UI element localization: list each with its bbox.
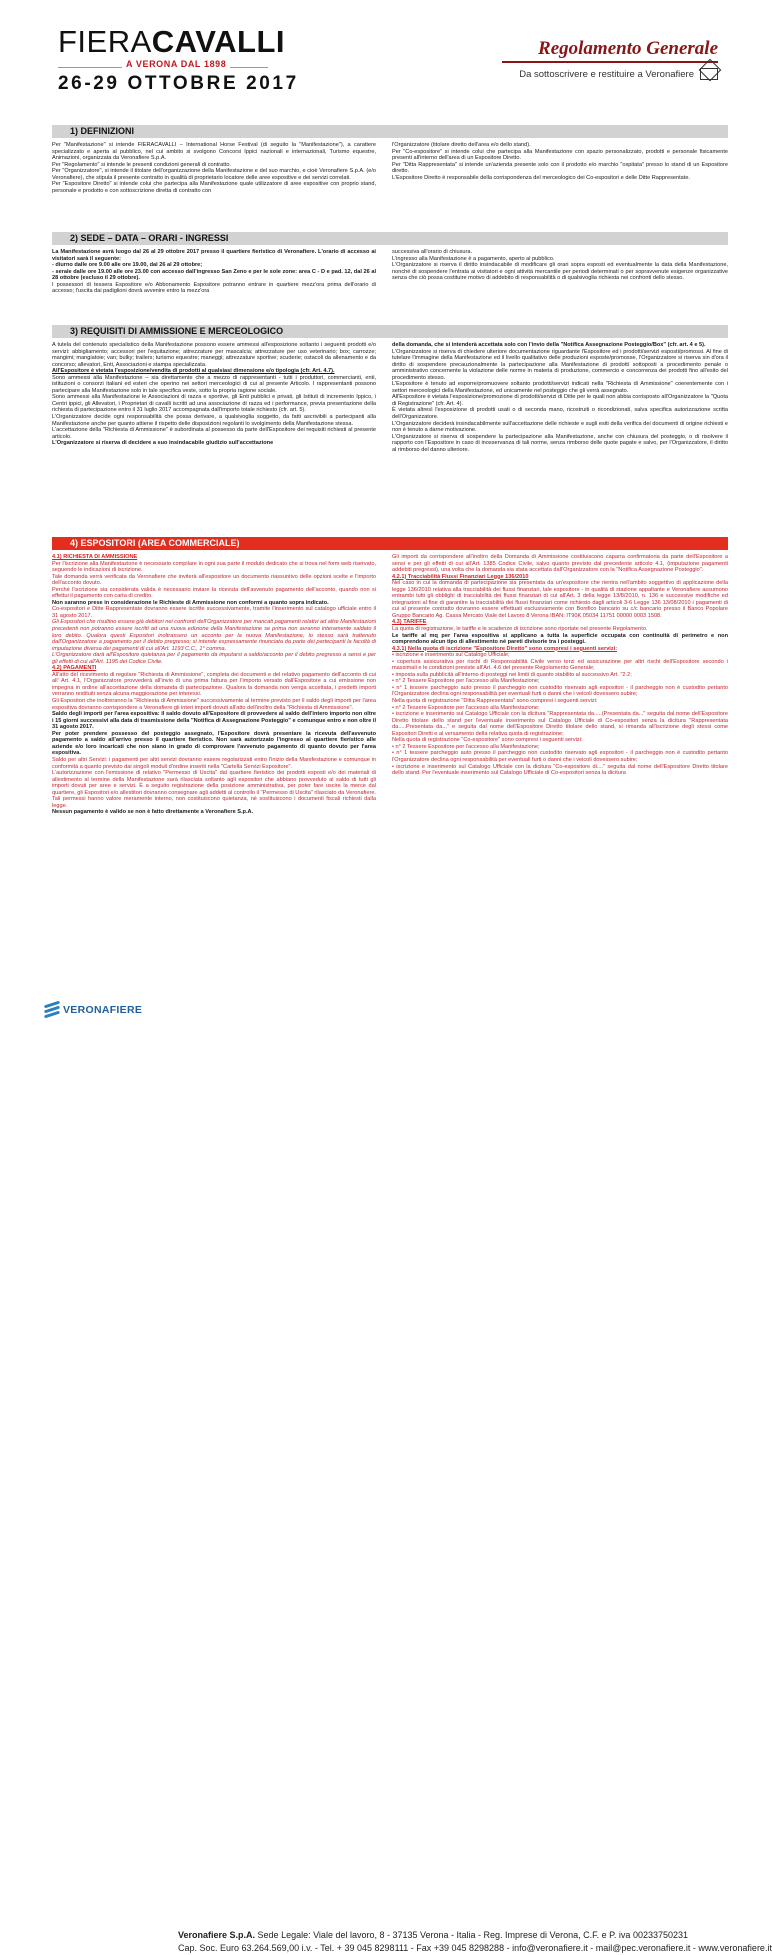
s4-r-paragraph: 4.3.1) Nella quota di iscrizione "Espositore Diretto" sono compresi i seguenti servizi: [392, 645, 618, 652]
s3-l-paragraph: L'Organizzatore decide ogni responsabilità che possa derivare, a qualsivoglia soggetto, da fatti ascrivibili a partecipanti alla Manifestazione anche per quanto attiene il rispetto delle disposizioni regolanti lo svolgimento della Manifestazione stessa. [52, 414, 376, 427]
s4-r-paragraph: 4.2.1) Tracciabilità Flussi Finanziari Legge 136/2010 [392, 573, 529, 580]
s3-r-paragraph: L'Organizzatore si riserva di chiedere ulteriore documentazione riguardante l'Espositore ed i prodotti/servizi esposti/promossi. Al fine di tutelare l'immagine della Manifestazione ed il livello qualitativo delle produzioni esposte/promosse, l'Organizzatore si riserva sin d'ora il diritto di sospendere precauzionalmente la partecipazione alla Manifestazione di prodotti sottoposti a procedimento penale o amministrativo concernente la violazione delle norme in materia di produzione, commercio e concorrenza dei prodotti fino all'esito del procedimento stesso. [392, 348, 728, 381]
s4-r-paragraph: • n° 1 tessere parcheggio auto presso il parcheggio non custodito riservato agli espositori - il parcheggio non è custodito pertanto l'Organizzatore declina ogni responsabilità per eventuali furti o danni che i veicoli dovessero subire; [392, 750, 728, 763]
espositori-left-column [52, 554, 376, 954]
s4-r-paragraph: • imposta sulla pubblicità all'interno di posteggi nei limiti di quanto stabilito al successivo Art. "2.2; [392, 671, 632, 678]
s4-l-paragraph: Saldo per altri Servizi: i pagamenti per altri servizi dovranno essere regolarizzati entro l'inizio della Manifestazione e comunque in conformità a quanto previsto dai singoli moduli d'ordine inseriti nella "Cartella Servizi Espositore". [52, 756, 376, 770]
s4-r-paragraph: Nella quota di registrazione "Ditta Rappresentata" sono compresi i seguenti servizi: [392, 698, 598, 705]
s2-l-paragraph: I possessori di tessera Espositore e/o Abbonamento Espositore potranno entrare in quartiere mezz'ora prima dell'orario di accesso; l'uscita dai padiglioni dovrà avvenire entro la mezz'ora [52, 281, 376, 295]
s2-l-paragraph: - serale dalle ore 19.00 alle ore 23.00 con accesso dall'ingresso San Zeno e per le sole zone: area C - D e pad. 12, dal 26 al 28 ottobre (escluso il 29 ottobre). [52, 268, 376, 282]
brand-tagline: A VERONA DAL 1898 [122, 59, 230, 69]
section-heading-sede: 2) SEDE – DATA – ORARI - INGRESSI [52, 232, 728, 245]
s4-r-paragraph: • n° 2 Tessere Espositore per l'accesso alla Manifestazione; [392, 678, 540, 685]
s1-l-paragraph: Per "Manifestazione" si intende FIERACAVALLI – International Horse Festival (di seguito la "Manifestazione"), a carattere specializzato e aperta al pubblico, nel cui ambito si svolgono Concorsi Ippici nazionali e internazionali, Turismo equestre, Animazioni, organizzata da Veronafiere S.p.A. [52, 142, 376, 162]
subtitle-text: Da sottoscrivere e restituire a Veronafiere [519, 68, 694, 80]
s3-l-paragraph: A tutela del contenuto specialistico della Manifestazione possono essere ammessi all'esposizione soltanto i seguenti prodotti e/o servizi: abbigliamento; accessori per l'equitazione; attrezzature per mascalcia; attrezzature per uso veterinario; box; carrozze; mangimi; mangiatoie; van; bulky; trailers; turismo equestre; maneggi; attrezzature sportive; scuderie; ostacoli da allenamento e da concorso; allevatori, Enti, Associazioni e stampa specializzata. [52, 342, 376, 368]
veronafiere-logo [44, 1002, 144, 1018]
page-header [0, 0, 770, 122]
s4-l-paragraph: Perché l'iscrizione sia considerata valida è necessario inviare la ricevuta dell'avvenuto pagamento dell'acconto, quando non si effettui il pagamento con carta di credito. [52, 586, 376, 600]
footer-line-2: Cap. Soc. Euro 63.264.569,00 i.v. - Tel. + 39 045 8298111 - Fax +39 045 8298288 - info@veronafiere.it - mail@pec.veronafiere.it - www.veronafiere.it [178, 1943, 772, 1953]
requisiti-left-column [52, 342, 376, 530]
footer-line-1 [178, 1929, 718, 1942]
s1-r-paragraph: Per "Co-espositore" si intende colui che partecipa alla Manifestazione con spazio personalizzato, prodotti e personale fisicamente presenti all'interno dell'area di un Espositore Diretto. [392, 148, 728, 162]
s4-l-paragraph: Non saranno prese in considerazione le Richieste di Ammissione non conformi a quanto sopra indicato. [52, 599, 329, 606]
s4-l-paragraph: Saldo degli importi per l'area espositiva: il saldo dovuto all'Espositore di provvedere al saldo dell'intero importo non oltre i 15 giorni successivi alla data di trasmissione della "Notifica di Assegnazione Posteggio" e comunque entro e non oltre il 31 agosto 2017. [52, 711, 376, 731]
regulation-subtitle [502, 68, 718, 80]
sede-right-column [392, 249, 728, 327]
s4-r-paragraph: • copertura assicurativa per rischi di Responsabilità Civile verso terzi ed assicurazione per altri rischi dell'Espositore secondo i massimali e le condizioni previste all'Art. 4.6 del presente Regolamento Generale; [392, 658, 728, 672]
fieracavalli-logo [58, 24, 299, 94]
s4-r-paragraph: • iscrizione e inserimento sul Catalogo Ufficiale con la dicitura "Rappresentata da.....(Presentata da..." seguita dal nome dell'Espositore Diretto titolare dello stand per l'eventuale inserimento sul Catalogo Ufficiale di Co-espositori senza la dicitura "Rappresentata da.....Presentata da..." e seguita dal nome dell'Espositore Diretto titolare dello stand, si rimanda all'iscrizione degli stessi come Espositori Diretti e al versamento della relativa quota di registrazione; [392, 711, 728, 737]
s3-l-paragraph: Sono ammessi alla Manifestazione le Associazioni di razza e sportive, gli Enti pubblici e privati, gli Istituti di incremento Ippico, i Centri ippici, gli Allevatori, i Proprietari di cavalli iscritti ad una associazione di razza ed i performance, previa presentazione della richiesta di partecipazione entro il 31 luglio 2017 accompagnata dall'importo totale richiesto (cfr. art. 5). [52, 394, 376, 414]
s3-r-paragraph: All'Espositore è vietata l'esposizione/promozione di prodotti/servizi di Ditte per le quali non abbia corrisposto all'Organizzatore la "Quota di Registrazione" (cfr. Art. 4). [392, 394, 728, 407]
s1-r-paragraph: L'Espositore Diretto è responsabile della corrispondenza del merceologico dei Co-espositori e delle Ditte Rappresentate. [392, 174, 691, 181]
s4-r-paragraph: La quota di registrazione, le tariffe e le scadenze di iscrizione sono riportate nel presente Regolamento. [392, 626, 648, 633]
section-heading-requisiti: 3) REQUISITI DI AMMISSIONE E MERCEOLOGICO [52, 325, 728, 338]
espositori-right-column [392, 554, 728, 954]
s3-l-paragraph: L'Organizzatore si riserva di decidere a suo insindacabile giudizio sull'accettazione [52, 440, 274, 447]
s4-r-paragraph: • iscrizione e inserimento sul Catalogo Ufficiale; [392, 652, 510, 659]
s3-r-paragraph: L'Organizzatore deciderà insindacabilmente sull'accettazione delle richieste e sugli esiti della verifica dei documenti di origine richiesti e non è tenuto a darne motivazione. [392, 420, 728, 434]
s4-l-paragraph: Tale domanda verrà verificata da Veronafiere che inviterà all'espositore un documento riassuntivo delle opzioni scelte e l'importo dell'acconto dovuto. [52, 573, 376, 587]
s3-l-paragraph: Sono ammessi alla Manifestazione – sia direttamente che a mezzo di rappresentanti - tutti i produttori, commercianti, enti, istituzioni o consorzi italiani ed esteri che operino nei settori merceologici di cui al presente Articolo. I rappresentanti possono partecipare alla Manifestazione solo in tale specifica veste, sotto la propria ragione sociale. [52, 374, 376, 394]
s4-r-paragraph: • n° 2 Tessere Espositore per l'accesso alla Manifestazione; [392, 743, 540, 750]
s1-r-paragraph: l'Organizzatore (titolare diretto dell'area e/o dello stand). [392, 142, 531, 148]
s3-l-paragraph: All'Espositore è vietata l'esposizione/vendita di prodotti al qualsiasi dimensione e/o tipologia (cfr. Art. 4.7). [52, 368, 335, 375]
s4-r-paragraph: • iscrizione e inserimento sul Catalogo Ufficiale con la dicitura "Co-espositore di...." seguita dal nome dell'Espositore Diretto titolare dello stand. Per l'eventuale inserimento sul Catalogo Ufficiale di Co-espositori senza la dicitura [392, 763, 728, 777]
s4-l-paragraph: Gli Espositori che risultino essere già debitori nei confronti dell'Organizzatore per mancati pagamenti relativi ad altre Manifestazioni precedenti non potranno essere iscritti ad una nuova edizione della Manifestazione se prima non avranno interamente saldato il loro debito. Qualora questi Espositori inoltrassero un acconto per la nuova Manifestazione, lo stesso sarà trattenuto dall'Organizzatore a pagamento per il debito pregresso; si intende espressamente rinunciata da parte dei partecipanti la facoltà di imputazione diversa dei pagamenti di cui all'Art. 1193 C.C., 1° comma. [52, 619, 376, 652]
sede-left-column [52, 249, 376, 327]
s4-l-paragraph: L'autorizzazione con l'emissione di relativo "Permesso di Uscita" dal quartiere fieristico dei prodotti esposti e/o dei materiali di allestimento al termine della Manifestazione sarà rilasciata soltanto agli espositori che abbiano provveduto al saldo di tutti gli importi dovuti per aree e servizi. È a seguito registrazione della posizione amministrativa, per poter fare uscire la merce dal quartiere, gli Espositori e/o allestitori dovranno consegnare agli addetti al controllo il "Permesso di Uscita" rilasciato da Veronafiere. Tali permessi hanno valore meramente interno, non costituiscono quietanza, né sostituiscono i documenti fiscali richiesti dalla legge. [52, 770, 376, 809]
s4-l-paragraph: 4.2) PAGAMENTI [52, 665, 97, 672]
envelope-icon [700, 68, 718, 80]
s4-r-paragraph: 4.3) TARIFFE [392, 619, 427, 626]
s4-l-paragraph: L'Organizzatore darà all'Espositore quietanza per il pagamento da imputarsi a saldo/acconto per il debito pregresso a sensi e per gli effetti di cui all'Art. 1195 del Codice Civile. [52, 652, 376, 665]
s4-r-paragraph: • n° 2 Tessere Espositore per l'accesso alla Manifestazione; [392, 704, 540, 711]
s3-l-paragraph: L'accettazione della "Richiesta di Ammissione" è subordinata al possesso da parte dell'Espositore dei requisiti richiesti al presente articolo. [52, 427, 376, 440]
definizioni-left-column [52, 142, 376, 218]
brand-fiera: FIERA [58, 24, 152, 59]
s1-l-paragraph: Per "Regolamento" si intende le presenti condizioni generali di contratto. [52, 161, 232, 168]
s2-l-paragraph: - diurno dalle ore 9.00 alle ore 19.00, dal 26 al 29 ottobre; [52, 262, 203, 269]
s4-l-paragraph: All'atto del ricevimento di regolare "Richiesta di Ammissione", completa dei documenti e del relativo pagamento dell'acconto di cui all' Art. 4.1, l'Organizzatore provvederà all'invio di una prima fattura per l'importo versato dall'Espositore a cui emissione non impegna in ordine all'accettazione della domanda di partecipazione. Qualora la domanda non venga accettata, i predetti importi verranno restituiti senza alcuna maggiorazione per interessi. [52, 671, 376, 698]
s3-r-paragraph: L'Espositore è tenuto ad esporre/promuovere soltanto prodotti/servizi indicati nella "Richiesta di Ammissione" coerentemente con i settori merceologici della Manifestazione, ed unicamente nel posteggio che gli verrà assegnato. [392, 381, 728, 394]
s2-r-paragraph: successiva all'orario di chiusura. [392, 249, 473, 255]
s4-r-paragraph: Le tariffe al mq per l'area espositiva si applicano a tutta la superficie occupata con continuità di perimetro e non comprendono alcun tipo di allestimento né pareti divisorie tra i posteggi. [392, 632, 728, 646]
s4-l-paragraph: Co-espositori e Ditte Rappresentate dovranno essere iscritte successivamente, tramite l'inserimento sul catalogo ufficiale entro il 31 agosto 2017. [52, 606, 376, 619]
s3-r-paragraph: L'Organizzatore si riserva di sospendere la partecipazione alla Manifestazione, anche con chiusura del posteggio, o di risolvere il rapporto con l'Espositore in caso di inosservanza di tali norme, senza rimborso delle quote pagate e salvo, per l'Organizzatore, il diritto al rimborso del danno ulteriore. [392, 433, 728, 453]
s4-l-paragraph: Per l'iscrizione alla Manifestazione è necessario compilare in ogni sua parte il modulo dedicato che si trova nel form web riservato, seguendo le indicazioni di iscrizione. [52, 560, 376, 574]
s4-l-paragraph: Nessun pagamento è valido se non è fatto direttamente a Veronafiere S.p.A. [52, 809, 254, 816]
s2-r-paragraph: L'Organizzatore si riserva il diritto insindacabile di modificare gli orari sopra esposti ed eventualmente la data della Manifestazione, nonché di sospendere l'entrata ai visitatori e ogni attività mercantile per periodi determinati o per sopravvenute esigenze organizzative senza che ciò possa costituire motivo di addebito di responsabilità o di qualsivoglia richiesta nei confronti dello stesso. [392, 262, 728, 282]
section-heading-espositori: 4) ESPOSITORI (AREA COMMERCIALE) [52, 537, 728, 550]
s4-r-paragraph: • n° 1 tessere parcheggio auto presso il parcheggio non custodito riservato agli espositori - il parcheggio non è custodito pertanto l'Organizzatore declina ogni responsabilità per eventuali furti o danni che i veicoli dovessero subire; [392, 684, 728, 698]
s4-r-paragraph: Gli importi da corrispondere all'inoltro della Domanda di Ammissione costituiscono caparra confirmatoria da parte dell'Espositore a sensi e per gli effetti di cui all'Art. 1385 Codice Civile, salvo quanto previsto dal precedente articolo 4.1, (imputazione pagamenti addebiti pregressi), una volta che la domanda sia stata accettata dall'Organizzatore con la "Notifica Assegnazione Posteggio". [392, 554, 728, 574]
s1-l-paragraph: Per "Espositore Diretto" si intende colui che partecipa alla Manifestazione quale utilizzatore di aree espositive con proprio stand, personale e prodotto e con sottoscrizione diretta di contratto con [52, 181, 376, 194]
s4-r-paragraph: Nel caso in cui la domanda di partecipazione sia presentata da un'espositore che rientra nell'ambito soggettivo di applicazione della legge 136/2010 relativa alla tracciabilità dei flussi finanziari, tale espositore - in qualità di stazione appaltante e Veronafiere assumono entrambi tutti gli obblighi di tracciabilità dei flussi finanziari di cui all'Art. 3 della legge 13/8/2010, n. 136 e successive modifiche ed integrazioni al fine di garantire la tracciabilità dei flussi finanziari come richiesto dagli articoli 3-6 Legge 136 13/08/2010 i pagamenti di cui al presente contratto dovranno essere effettuati esclusivamente con Bonifico bancario su c/c bancario presso il Banco Popolare Gruppo Bancario Ag. Cassa Mercato Viale del Lavoro 8 Verona IBAN: IT90K 05034 11751 00000 0003 1508. [392, 580, 728, 619]
s1-l-paragraph: Per "Organizzatore", si intende il titolare dell'organizzazione della Manifestazione e del suo marchio, e cioè Veronafiere S.p.A. (e/o Veronafiere), che stipula il presente contratto in qualità di proprietario locatore delle aree espositive e dei servizi correlati. [52, 168, 376, 181]
s2-r-paragraph: L'ingresso alla Manifestazione è a pagamento, aperto al pubblico. [392, 255, 555, 262]
footer-legal-address: Sede Legale: Viale del lavoro, 8 - 37135 Verona - Italia - Reg. Imprese di Verona, C.F. e P. iva 00233750231 [257, 1930, 688, 1940]
definizioni-right-column [392, 142, 728, 218]
s3-r-paragraph: È vietata altresì l'esposizione di prodotti usati o di seconda mano, ricostruiti o ricondizionati, salva specifica autorizzazione scritta dell'Organizzatore. [392, 407, 728, 421]
section-heading-definizioni: 1) DEFINIZIONI [52, 125, 728, 138]
title-underline [502, 61, 718, 63]
s1-r-paragraph: Per "Ditta Rappresentata" si intende un'azienda presente solo con il prodotto e/o marchio "ospitata" presso lo stand di un Espositore diretto. [392, 161, 728, 175]
s4-l-paragraph: Per poter prendere possesso del posteggio assegnato, l'Espositore dovrà presentare la ricevuta dell'avvenuto pagamento a saldo all'arrivo presso il quartiere fieristico. Non sarà autorizzato l'ingresso al quartiere fieristico alle aziende e/o loro incaricati che non siano in grado di comprovare l'avvenuto pagamento di quanto dovuto per l'area espositiva. [52, 730, 376, 757]
footer-company-name: Veronafiere S.p.A. [178, 1930, 256, 1940]
s3-r-paragraph: della domanda, che si intenderà accettata solo con l'invio della "Notifica Assegnazione Posteggio/Box" (cfr. art. 4 e 5). [392, 342, 706, 348]
brand-cavalli: CAVALLI [151, 24, 286, 59]
event-dates: 26-29 OTTOBRE 2017 [58, 73, 299, 94]
veronafiere-mark-icon [44, 1002, 60, 1018]
s4-l-paragraph: 4.1) RICHIESTA DI AMMISSIONE [52, 554, 138, 560]
requisiti-right-column [392, 342, 728, 530]
page-title: Regolamento Generale [538, 38, 718, 59]
s4-r-paragraph: Nella quota di registrazione "Co-espositore" sono compresi i seguenti servizi: [392, 737, 583, 744]
veronafiere-logo-text: VERONAFIERE [63, 1004, 143, 1016]
regulation-title-block [502, 38, 718, 80]
footer-company-info [178, 1929, 772, 1955]
s4-l-paragraph: Gli Espositori che inoltreranno la "Richiesta di Ammissione" successivamente al termine previsto per il saldo degli importi per l'area espositiva dovranno corrispondere a Veronafiere gli interi importi dovuti all'atto dell'inoltro della "Richiesta di Ammissione". [52, 698, 376, 711]
s2-l-paragraph: La Manifestazione avrà luogo dal 26 al 29 ottobre 2017 presso il quartiere fieristico di Veronafiere. L'orario di accesso ai visitatori sarà il seguente: [52, 249, 376, 262]
